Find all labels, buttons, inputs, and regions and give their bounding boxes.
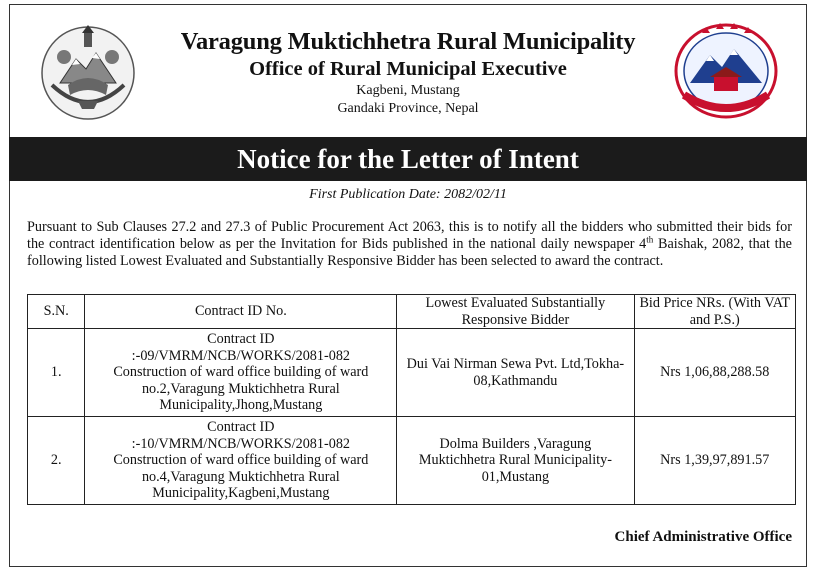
cell-sn: 1. xyxy=(28,329,85,417)
table-row xyxy=(28,329,796,417)
contract-description: Construction of ward office building of ward no.2,Varagung Muktichhetra Rural Municipality,Jhong,Mustang xyxy=(113,364,369,414)
notice-body xyxy=(27,219,792,270)
cell-bid-price: Nrs 1,39,97,891.57 xyxy=(634,417,795,505)
contract-label: Contract ID xyxy=(207,419,275,436)
table-row xyxy=(28,417,796,505)
notice-body-part-2: Baishak, 2082, that the following listed Lowest Evaluated and Substantially Responsive Bidder has been selected to award the contract. xyxy=(27,236,792,269)
address-line-2: Gandaki Province, Nepal xyxy=(337,101,479,116)
ordinal-suffix: th xyxy=(646,234,654,245)
notice-page xyxy=(9,4,807,567)
cell-bidder: Dui Vai Nirman Sewa Pvt. Ltd,Tokha-08,Kathmandu xyxy=(397,329,634,417)
table-header-row xyxy=(28,295,796,329)
nepal-government-emblem-icon xyxy=(38,23,138,123)
header-sn: S.N. xyxy=(28,295,85,329)
municipality-logo-icon xyxy=(670,21,782,121)
contract-description: Construction of ward office building of ward no.4,Varagung Muktichhetra Rural Municipality,Kagbeni,Mustang xyxy=(113,452,369,502)
publication-date: First Publication Date: 2082/02/11 xyxy=(309,187,507,202)
office-name: Office of Rural Municipal Executive xyxy=(249,58,567,80)
cell-contract-id xyxy=(85,417,397,505)
header-contract-id: Contract ID No. xyxy=(85,295,397,329)
notice-title: Notice for the Letter of Intent xyxy=(9,137,807,181)
contract-number: :-10/VMRM/NCB/WORKS/2081-082 xyxy=(131,435,351,452)
cell-bidder: Dolma Builders ,Varagung Muktichhetra Rural Municipality-01,Mustang xyxy=(397,417,634,505)
cell-contract-id xyxy=(85,329,397,417)
contract-label: Contract ID xyxy=(207,331,275,348)
signature-block: Chief Administrative Office xyxy=(614,529,792,545)
header-bid-price: Bid Price NRs. (With VAT and P.S.) xyxy=(634,295,795,329)
header-bidder: Lowest Evaluated Substantially Responsive Bidder xyxy=(397,295,634,329)
organization-name: Varagung Muktichhetra Rural Municipality xyxy=(180,28,636,55)
contract-number: :-09/VMRM/NCB/WORKS/2081-082 xyxy=(131,347,351,364)
cell-sn: 2. xyxy=(28,417,85,505)
notice-body-part-1: Pursuant to Sub Clauses 27.2 and 27.3 of Public Procurement Act 2063, this is to notify all the bidders who submitted their bids for the contract identification below as per the Invitation for Bids published in the national daily newspaper 4 xyxy=(27,219,792,252)
letterhead xyxy=(130,27,686,118)
address-line-1: Kagbeni, Mustang xyxy=(356,83,460,98)
cell-bid-price: Nrs 1,06,88,288.58 xyxy=(634,329,795,417)
contracts-table xyxy=(27,294,796,505)
